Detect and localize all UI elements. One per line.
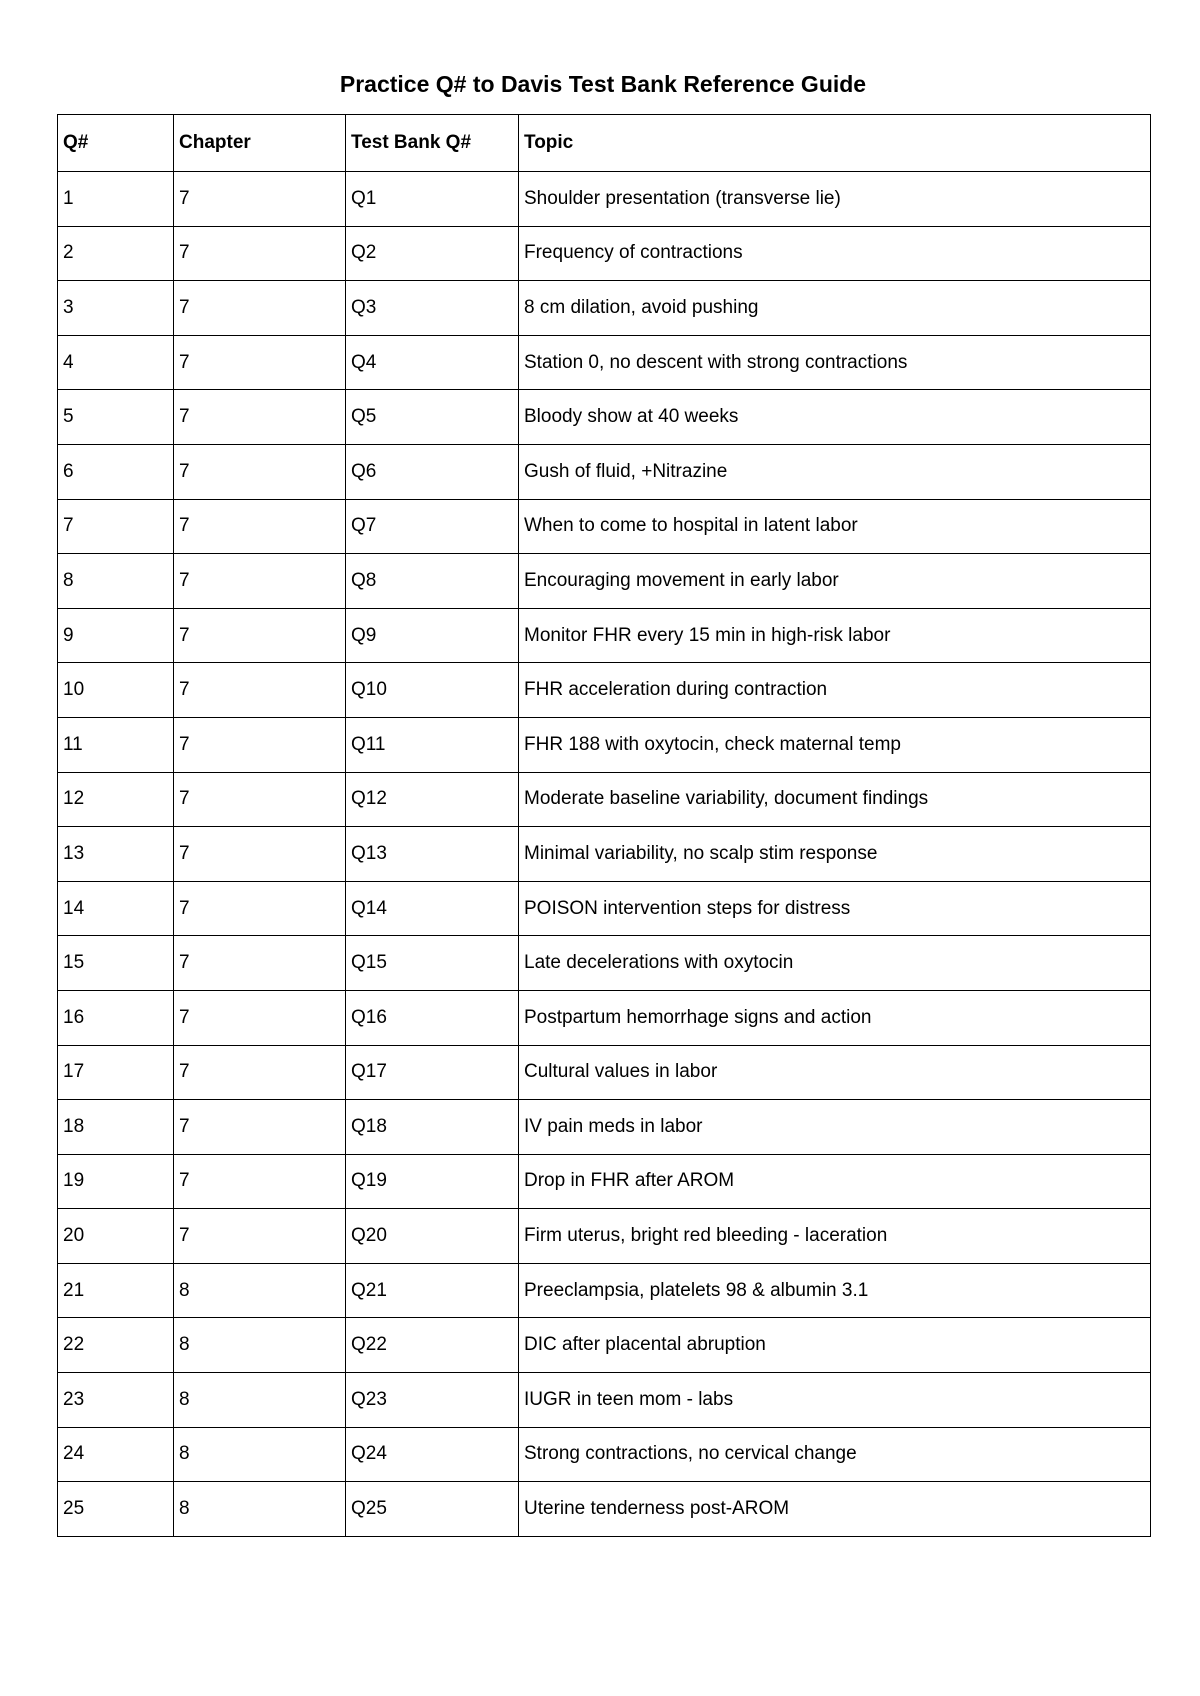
cell-test-bank-q: Q23 xyxy=(346,1373,519,1428)
cell-q-number: 17 xyxy=(58,1045,174,1100)
page-title: Practice Q# to Davis Test Bank Reference Guide xyxy=(339,71,867,97)
cell-chapter: 7 xyxy=(174,226,346,281)
cell-topic: IV pain meds in labor xyxy=(519,1100,1151,1155)
cell-test-bank-q: Q9 xyxy=(346,608,519,663)
cell-q-number: 21 xyxy=(58,1263,174,1318)
cell-chapter: 7 xyxy=(174,990,346,1045)
cell-chapter: 7 xyxy=(174,1100,346,1155)
header-q-number: Q# xyxy=(58,115,174,172)
cell-chapter: 7 xyxy=(174,936,346,991)
cell-q-number: 12 xyxy=(58,772,174,827)
cell-topic: Shoulder presentation (transverse lie) xyxy=(519,172,1151,227)
cell-chapter: 8 xyxy=(174,1427,346,1482)
table-row xyxy=(58,1209,1151,1264)
cell-test-bank-q: Q10 xyxy=(346,663,519,718)
table-row xyxy=(58,990,1151,1045)
cell-chapter: 7 xyxy=(174,717,346,772)
cell-chapter: 7 xyxy=(174,663,346,718)
cell-q-number: 14 xyxy=(58,881,174,936)
cell-test-bank-q: Q15 xyxy=(346,936,519,991)
cell-q-number: 2 xyxy=(58,226,174,281)
cell-topic: Station 0, no descent with strong contractions xyxy=(519,335,1151,390)
cell-chapter: 7 xyxy=(174,827,346,882)
table-row xyxy=(58,663,1151,718)
table-row xyxy=(58,936,1151,991)
table-row xyxy=(58,881,1151,936)
cell-test-bank-q: Q19 xyxy=(346,1154,519,1209)
cell-test-bank-q: Q6 xyxy=(346,444,519,499)
cell-chapter: 7 xyxy=(174,444,346,499)
table-row xyxy=(58,717,1151,772)
cell-topic: Uterine tenderness post-AROM xyxy=(519,1482,1151,1537)
cell-topic: Bloody show at 40 weeks xyxy=(519,390,1151,445)
cell-topic: Postpartum hemorrhage signs and action xyxy=(519,990,1151,1045)
table-body xyxy=(58,172,1151,1537)
cell-chapter: 7 xyxy=(174,390,346,445)
cell-chapter: 7 xyxy=(174,499,346,554)
cell-q-number: 18 xyxy=(58,1100,174,1155)
table-row xyxy=(58,281,1151,336)
cell-test-bank-q: Q18 xyxy=(346,1100,519,1155)
cell-topic: Frequency of contractions xyxy=(519,226,1151,281)
cell-chapter: 8 xyxy=(174,1263,346,1318)
cell-topic: 8 cm dilation, avoid pushing xyxy=(519,281,1151,336)
cell-test-bank-q: Q21 xyxy=(346,1263,519,1318)
cell-test-bank-q: Q25 xyxy=(346,1482,519,1537)
header-test-bank-q: Test Bank Q# xyxy=(346,115,519,172)
cell-chapter: 7 xyxy=(174,554,346,609)
cell-test-bank-q: Q16 xyxy=(346,990,519,1045)
cell-topic: Strong contractions, no cervical change xyxy=(519,1427,1151,1482)
cell-q-number: 19 xyxy=(58,1154,174,1209)
reference-table xyxy=(57,114,1151,1537)
cell-topic: Firm uterus, bright red bleeding - laceration xyxy=(519,1209,1151,1264)
cell-chapter: 7 xyxy=(174,1045,346,1100)
cell-q-number: 15 xyxy=(58,936,174,991)
cell-q-number: 4 xyxy=(58,335,174,390)
cell-test-bank-q: Q5 xyxy=(346,390,519,445)
cell-q-number: 1 xyxy=(58,172,174,227)
table-row xyxy=(58,1263,1151,1318)
cell-topic: Minimal variability, no scalp stim response xyxy=(519,827,1151,882)
cell-chapter: 7 xyxy=(174,1154,346,1209)
cell-chapter: 7 xyxy=(174,608,346,663)
cell-topic: Monitor FHR every 15 min in high-risk labor xyxy=(519,608,1151,663)
cell-chapter: 7 xyxy=(174,335,346,390)
cell-test-bank-q: Q12 xyxy=(346,772,519,827)
cell-chapter: 7 xyxy=(174,772,346,827)
cell-test-bank-q: Q3 xyxy=(346,281,519,336)
cell-topic: IUGR in teen mom - labs xyxy=(519,1373,1151,1428)
cell-topic: DIC after placental abruption xyxy=(519,1318,1151,1373)
table-row xyxy=(58,554,1151,609)
cell-q-number: 13 xyxy=(58,827,174,882)
cell-q-number: 6 xyxy=(58,444,174,499)
cell-test-bank-q: Q22 xyxy=(346,1318,519,1373)
cell-test-bank-q: Q7 xyxy=(346,499,519,554)
cell-chapter: 7 xyxy=(174,881,346,936)
cell-topic: FHR 188 with oxytocin, check maternal temp xyxy=(519,717,1151,772)
cell-test-bank-q: Q13 xyxy=(346,827,519,882)
cell-test-bank-q: Q4 xyxy=(346,335,519,390)
cell-chapter: 8 xyxy=(174,1318,346,1373)
cell-chapter: 7 xyxy=(174,172,346,227)
cell-q-number: 24 xyxy=(58,1427,174,1482)
cell-chapter: 8 xyxy=(174,1373,346,1428)
cell-topic: FHR acceleration during contraction xyxy=(519,663,1151,718)
cell-test-bank-q: Q24 xyxy=(346,1427,519,1482)
header-chapter: Chapter xyxy=(174,115,346,172)
table-row xyxy=(58,608,1151,663)
cell-topic: Moderate baseline variability, document findings xyxy=(519,772,1151,827)
table-row xyxy=(58,1482,1151,1537)
cell-topic: Late decelerations with oxytocin xyxy=(519,936,1151,991)
table-row xyxy=(58,1100,1151,1155)
table-row xyxy=(58,444,1151,499)
cell-q-number: 8 xyxy=(58,554,174,609)
table-row xyxy=(58,772,1151,827)
cell-test-bank-q: Q8 xyxy=(346,554,519,609)
table-row xyxy=(58,335,1151,390)
cell-q-number: 3 xyxy=(58,281,174,336)
cell-topic: POISON intervention steps for distress xyxy=(519,881,1151,936)
cell-q-number: 7 xyxy=(58,499,174,554)
cell-test-bank-q: Q2 xyxy=(346,226,519,281)
cell-q-number: 16 xyxy=(58,990,174,1045)
table-row xyxy=(58,1318,1151,1373)
cell-topic: Preeclampsia, platelets 98 & albumin 3.1 xyxy=(519,1263,1151,1318)
table-row xyxy=(58,390,1151,445)
cell-topic: When to come to hospital in latent labor xyxy=(519,499,1151,554)
cell-q-number: 23 xyxy=(58,1373,174,1428)
cell-test-bank-q: Q1 xyxy=(346,172,519,227)
table-row xyxy=(58,499,1151,554)
cell-q-number: 9 xyxy=(58,608,174,663)
table-row xyxy=(58,1045,1151,1100)
cell-test-bank-q: Q20 xyxy=(346,1209,519,1264)
cell-q-number: 5 xyxy=(58,390,174,445)
table-row xyxy=(58,172,1151,227)
cell-q-number: 20 xyxy=(58,1209,174,1264)
cell-topic: Cultural values in labor xyxy=(519,1045,1151,1100)
header-topic: Topic xyxy=(519,115,1151,172)
table-header-row xyxy=(58,115,1151,172)
cell-test-bank-q: Q11 xyxy=(346,717,519,772)
cell-test-bank-q: Q14 xyxy=(346,881,519,936)
table-row xyxy=(58,1427,1151,1482)
table-row xyxy=(58,827,1151,882)
table-row xyxy=(58,1373,1151,1428)
table-row xyxy=(58,1154,1151,1209)
cell-chapter: 7 xyxy=(174,1209,346,1264)
cell-q-number: 25 xyxy=(58,1482,174,1537)
cell-chapter: 8 xyxy=(174,1482,346,1537)
cell-topic: Encouraging movement in early labor xyxy=(519,554,1151,609)
cell-q-number: 10 xyxy=(58,663,174,718)
cell-chapter: 7 xyxy=(174,281,346,336)
cell-topic: Gush of fluid, +Nitrazine xyxy=(519,444,1151,499)
cell-test-bank-q: Q17 xyxy=(346,1045,519,1100)
table-row xyxy=(58,226,1151,281)
cell-q-number: 22 xyxy=(58,1318,174,1373)
cell-q-number: 11 xyxy=(58,717,174,772)
cell-topic: Drop in FHR after AROM xyxy=(519,1154,1151,1209)
